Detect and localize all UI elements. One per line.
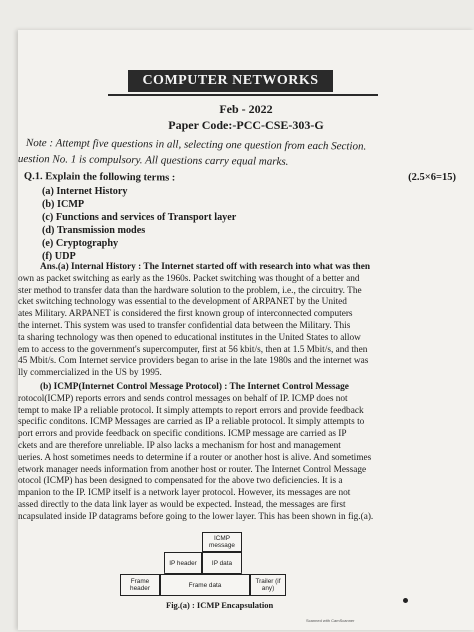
answer-b-line: ckets and are therefore unreliable. IP also lacks a mechanism for host and management [18, 440, 341, 451]
frame-header-box: Frame header [120, 574, 160, 596]
exam-date: Feb - 2022 [219, 102, 273, 116]
ip-header-box: IP header [164, 552, 202, 574]
answer-b-line: specific conditons. ICMP Messages are carried as IP a reliable protocol. It simply attempts to [18, 417, 365, 428]
list-item: (f) UDP [42, 251, 76, 262]
answer-a-line: ster method to transfer data than the hardware solution to the problem, i.e., the circuitry. The [18, 285, 362, 296]
answer-a-line: cket switching technology was essential to the development of ARPANET by the United [18, 297, 347, 308]
answer-b-line: otocol (ICMP) has been designed to compensated for the above two deficiencies. It is a [18, 476, 343, 487]
frame-data-box: Frame data [160, 574, 250, 596]
ink-mark [403, 598, 408, 603]
banner-rule [108, 94, 378, 96]
question-marks: (2.5×6=15) [408, 172, 456, 183]
answer-a-paragraph [18, 262, 468, 380]
answer-b-line: port errors and provide feedback on specific conditions. ICMP message are carried as IP [18, 429, 347, 440]
connector-line [164, 572, 165, 574]
answer-b-line: (b) ICMP(Internet Control Message Protocol) : The Internet Control Message [40, 382, 349, 392]
answer-a-line: 45 Mbit/s. Com Internet service providers began to arise in the late 1980s and the internet was [18, 356, 369, 367]
list-item: (b) ICMP [42, 199, 85, 210]
answer-a-line: lly commercialized in the US by 1995. [18, 368, 162, 379]
answer-a-line: em to access to the government's supercomputer, first at 56 kbit/s, then at 1.5 Mbit/s, and then [18, 344, 368, 355]
scanner-watermark: Scanned with CamScanner [306, 618, 355, 623]
answer-b-line: ncapsulated inside IP datagrams before going to the lower layer. This has been shown in fig.(a). [18, 511, 374, 522]
list-item: (d) Transmission modes [42, 225, 146, 236]
answer-b-paragraph [18, 382, 468, 524]
figure-caption: Fig.(a) : ICMP Encapsulation [166, 600, 274, 610]
trailer-box: Trailer (if any) [250, 574, 286, 596]
note-line-2: uestion No. 1 is compulsory. All questions carry equal marks. [18, 152, 289, 168]
list-item: (a) Internet History [42, 186, 128, 197]
answer-a-line: ta sharing technology was then opened to educational institutes in the United States to allow [18, 332, 361, 343]
ip-data-box: IP data [202, 552, 242, 574]
answer-b-line: rotocol(ICMP) reports errors and sends control messages on behalf of IP. ICMP does not [18, 393, 348, 404]
answer-a-line: the internet. This system was used to transfer confidential data between the Military. This [18, 320, 351, 331]
answer-b-line: mpanion to the IP. ICMP itself is a network layer protocol. However, its messages are not [18, 488, 351, 499]
answer-a-line: Ans.(a) Internal History : The Internet started off with research into what was then [40, 262, 371, 272]
paper-code: Paper Code:-PCC-CSE-303-G [168, 118, 324, 132]
connector-line [241, 572, 242, 574]
list-item: (c) Functions and services of Transport layer [42, 212, 237, 223]
answer-a-line: own as packet switching as early as the 1960s. Packet switching was thought of a better and [18, 273, 360, 284]
answer-b-line: ueries. A host sometimes needs to determine if a router or another host is alive. And sometimes [18, 452, 372, 463]
answer-b-line: etwork manager needs information from another host or router. The Internet Control Message [18, 464, 367, 475]
question-title: Q.1. Explain the following terms : [23, 170, 176, 184]
answer-b-line: tempt to make IP a reliable protocol. It simply attempts to report errors and provide feedback [18, 405, 364, 416]
list-item: (e) Cryptography [42, 238, 119, 249]
note-line-1: Note : Attempt five questions in all, selecting one question from each Section. [25, 136, 367, 153]
answer-a-line: ates Military. ARPANET is considered the first known group of interconnected computers [18, 309, 353, 320]
icmp-message-box: ICMP message [202, 532, 242, 552]
answer-b-line: assed directly to the data link layer as would be expected. Instead, the messages are first [18, 499, 346, 510]
document-page [18, 30, 474, 630]
subject-banner: COMPUTER NETWORKS [128, 70, 333, 92]
